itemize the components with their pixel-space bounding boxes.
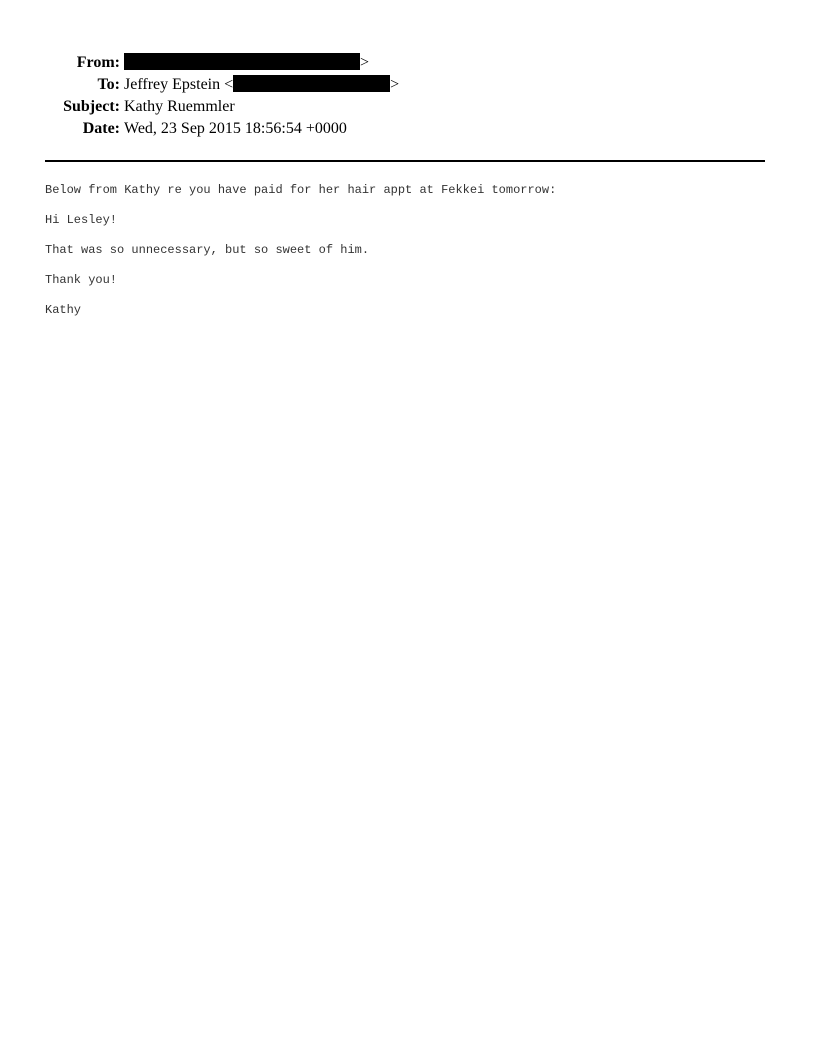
date-value: Wed, 23 Sep 2015 18:56:54 +0000 xyxy=(124,120,347,137)
to-value xyxy=(124,74,399,96)
email-body xyxy=(45,182,765,332)
redaction-box xyxy=(233,75,390,92)
from-suffix: > xyxy=(360,54,370,71)
redaction-box xyxy=(124,53,360,70)
to-row xyxy=(0,74,816,96)
email-header xyxy=(0,52,816,140)
header-divider xyxy=(45,160,765,162)
from-value xyxy=(124,52,369,74)
body-paragraph: That was so unnecessary, but so sweet of him. xyxy=(45,243,370,257)
from-row xyxy=(0,52,816,74)
to-name: Jeffrey Epstein < xyxy=(124,76,234,93)
body-paragraph: Kathy xyxy=(45,303,82,317)
date-label: Date: xyxy=(82,120,120,137)
subject-value: Kathy Ruemmler xyxy=(124,98,235,115)
subject-row xyxy=(0,96,816,118)
subject-label: Subject: xyxy=(63,98,120,115)
body-paragraph: Thank you! xyxy=(45,273,118,287)
body-paragraph: Below from Kathy re you have paid for her hair appt at Fekkei tomorrow: xyxy=(45,183,557,197)
body-paragraph: Hi Lesley! xyxy=(45,213,118,227)
to-suffix: > xyxy=(390,76,400,93)
to-label: To: xyxy=(97,76,120,93)
from-label: From: xyxy=(76,54,120,71)
date-row xyxy=(0,118,816,140)
